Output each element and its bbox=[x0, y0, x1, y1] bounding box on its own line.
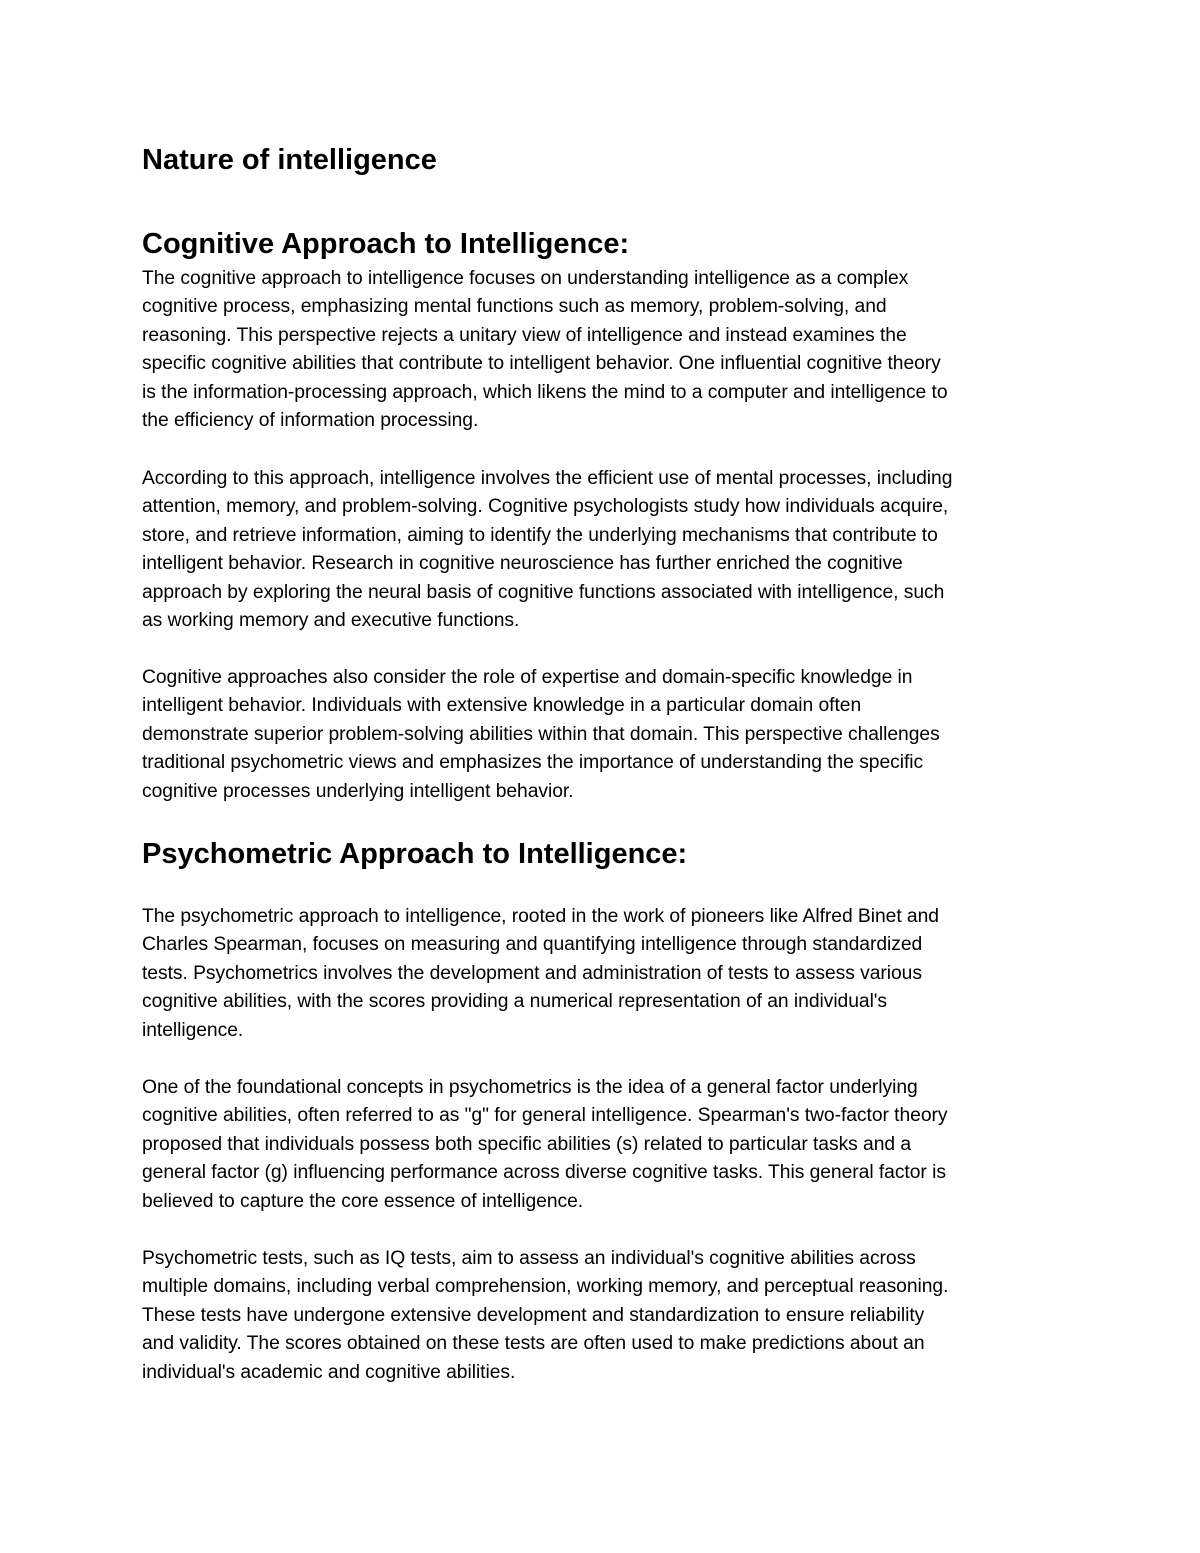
text-line: as working memory and executive functions. bbox=[142, 610, 520, 632]
paragraph bbox=[142, 1074, 1062, 1216]
paragraph bbox=[142, 1245, 1062, 1387]
text-line: is the information-processing approach, which likens the mind to a computer and intelligence to bbox=[142, 381, 948, 403]
text-line: proposed that individuals possess both specific abilities (s) related to particular tasks and a bbox=[142, 1133, 912, 1155]
text-line: cognitive abilities, with the scores providing a numerical representation of an individual's bbox=[142, 991, 888, 1013]
text-line: and validity. The scores obtained on these tests are often used to make predictions about an bbox=[142, 1333, 925, 1355]
text-line: demonstrate superior problem-solving abilities within that domain. This perspective challenges bbox=[142, 723, 940, 745]
text-line: Psychometric tests, such as IQ tests, aim to assess an individual's cognitive abilities across bbox=[142, 1248, 916, 1269]
text-line: believed to capture the core essence of intelligence. bbox=[142, 1190, 584, 1212]
text-line: Charles Spearman, focuses on measuring and quantifying intelligence through standardized bbox=[142, 934, 923, 956]
section-heading-psychometric: Psychometric Approach to Intelligence: bbox=[142, 838, 688, 870]
paragraph bbox=[142, 664, 1062, 806]
section-heading-cognitive: Cognitive Approach to Intelligence: bbox=[142, 228, 630, 260]
text-line: intelligent behavior. Research in cognitive neuroscience has further enriched the cognitive bbox=[142, 553, 903, 575]
text-line: The cognitive approach to intelligence focuses on understanding intelligence as a complex bbox=[142, 268, 909, 289]
paragraph bbox=[142, 265, 1062, 435]
text-line: intelligence. bbox=[142, 1019, 244, 1041]
document-title: Nature of intelligence bbox=[142, 144, 437, 176]
text-line: store, and retrieve information, aiming to identify the underlying mechanisms that contribute to bbox=[142, 524, 938, 546]
text-line: intelligent behavior. Individuals with extensive knowledge in a particular domain often bbox=[142, 695, 862, 717]
text-line: traditional psychometric views and emphasizes the importance of understanding the specific bbox=[142, 752, 924, 774]
text-line: cognitive abilities, often referred to as "g" for general intelligence. Spearman's two-factor theory bbox=[142, 1105, 948, 1127]
text-line: specific cognitive abilities that contribute to intelligent behavior. One influential cognitive theory bbox=[142, 353, 941, 375]
text-line: The psychometric approach to intelligence, rooted in the work of pioneers like Alfred Binet and bbox=[142, 906, 939, 927]
text-line: reasoning. This perspective rejects a unitary view of intelligence and instead examines the bbox=[142, 324, 907, 346]
text-line: general factor (g) influencing performance across diverse cognitive tasks. This general factor is bbox=[142, 1162, 946, 1184]
text-line: Cognitive approaches also consider the role of expertise and domain-specific knowledge in bbox=[142, 667, 913, 688]
text-line: approach by exploring the neural basis of cognitive functions associated with intelligence, such bbox=[142, 581, 945, 603]
paragraph bbox=[142, 903, 1062, 1045]
text-line: tests. Psychometrics involves the development and administration of tests to assess various bbox=[142, 962, 922, 984]
paragraph bbox=[142, 465, 1062, 635]
text-line: These tests have undergone extensive development and standardization to ensure reliability bbox=[142, 1304, 925, 1326]
text-line: individual's academic and cognitive abilities. bbox=[142, 1361, 516, 1383]
text-line: One of the foundational concepts in psychometrics is the idea of a general factor underlying bbox=[142, 1077, 918, 1098]
text-line: the efficiency of information processing. bbox=[142, 410, 479, 432]
text-line: attention, memory, and problem-solving. Cognitive psychologists study how individuals acquire, bbox=[142, 496, 949, 518]
text-line: multiple domains, including verbal comprehension, working memory, and perceptual reasoning. bbox=[142, 1276, 949, 1298]
text-line: cognitive process, emphasizing mental functions such as memory, problem-solving, and bbox=[142, 296, 887, 318]
text-line: cognitive processes underlying intelligent behavior. bbox=[142, 780, 574, 802]
text-line: According to this approach, intelligence involves the efficient use of mental processes, including bbox=[142, 468, 953, 489]
